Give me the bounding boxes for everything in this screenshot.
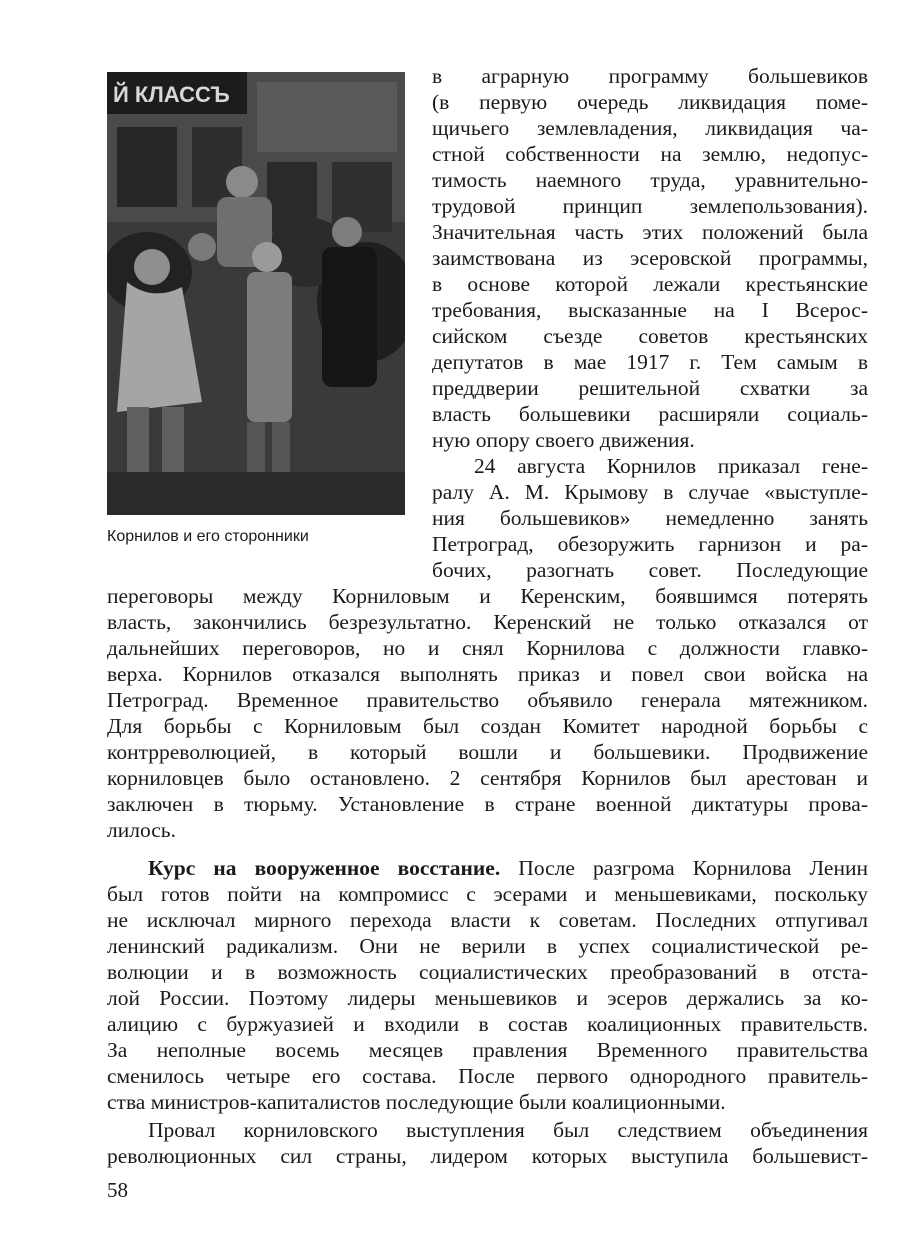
text-line: Петроград. Временное правительство объявило генерала мятежником. xyxy=(107,688,868,712)
text-line: революционных сил страны, лидером которых выступила большевист- xyxy=(107,1144,868,1168)
text-line: сийском съезде советов крестьянских xyxy=(432,324,868,348)
photo-sign-text: Й КЛАССЪ xyxy=(113,82,230,107)
text-line: не исключал мирного перехода власти к советам. Последних отпугивал xyxy=(107,908,868,932)
text-line: щичьего землевладения, ликвидация ча- xyxy=(432,116,868,140)
text-line: власть большевики расширяли социаль- xyxy=(432,402,868,426)
text-line: ства министров-капиталистов последующие были коалиционными. xyxy=(107,1090,726,1114)
text-line: ленинский радикализм. Они не верили в успех социалистической ре- xyxy=(107,934,868,958)
text-line: ния большевиков» немедленно занять xyxy=(432,506,868,530)
text-line: был готов пойти на компромисс с эсерами и меньшевиками, поскольку xyxy=(107,882,868,906)
kornilov-photo xyxy=(107,72,405,515)
text-line: алицию с буржуазией и входили в состав коалиционных правительств. xyxy=(107,1012,868,1036)
text-line: 24 августа Корнилов приказал гене- xyxy=(474,454,868,478)
text-line: Для борьбы с Корниловым был создан Комитет народной борьбы с xyxy=(107,714,868,738)
text-line: тимость наемного труда, уравнительно- xyxy=(432,168,868,192)
text-line: преддверии решительной схватки за xyxy=(432,376,868,400)
text-line: стной собственности на землю, недопус- xyxy=(432,142,868,166)
text-line: в аграрную программу большевиков xyxy=(432,64,868,88)
page-number: 58 xyxy=(107,1178,128,1202)
text-line: бочих, разогнать совет. Последующие xyxy=(432,558,868,582)
text-line: дальнейших переговоров, но и снял Корнилова с должности главко- xyxy=(107,636,868,660)
text-line: власть, закончились безрезультатно. Керенский не только отказался от xyxy=(107,610,868,634)
text-line: За неполные восемь месяцев правления Временного правительства xyxy=(107,1038,868,1062)
text-line: Значительная часть этих положений была xyxy=(432,220,868,244)
text-line: депутатов в мае 1917 г. Тем самым в xyxy=(432,350,868,374)
text-line: переговоры между Корниловым и Керенским, боявшимся потерять xyxy=(107,584,868,608)
text-line: корниловцев было остановлено. 2 сентября Корнилов был арестован и xyxy=(107,766,868,790)
photo-caption: Корнилов и его сторонники xyxy=(107,528,309,545)
text-line: заключен в тюрьму. Установление в стране военной диктатуры прова- xyxy=(107,792,868,816)
text-line: ралу А. М. Крымову в случае «выступле- xyxy=(432,480,868,504)
text-line: волюции и в возможность социалистических преобразований в отста- xyxy=(107,960,868,984)
text-line: лилось. xyxy=(107,818,176,842)
text-line: требования, высказанные на I Всерос- xyxy=(432,298,868,322)
text-line: Петроград, обезоружить гарнизон и ра- xyxy=(432,532,868,556)
historical-photo-icon xyxy=(107,72,405,515)
text-line: ную опору своего движения. xyxy=(432,428,695,452)
text-line: контрреволюцией, в который вошли и большевики. Продвижение xyxy=(107,740,868,764)
text-line: сменилось четыре его состава. После первого однородного правитель- xyxy=(107,1064,868,1088)
text-line: трудовой принцип землепользования). xyxy=(432,194,868,218)
section-heading: Курс на вооруженное восстание. xyxy=(148,856,501,880)
text-line: (в первую очередь ликвидация поме- xyxy=(432,90,868,114)
text-line: заимствована из эсеровской программы, xyxy=(432,246,868,270)
text-line: в основе которой лежали крестьянские xyxy=(432,272,868,296)
section-first-rest: После разгрома Корнилова Ленин xyxy=(500,856,868,880)
section-first-line xyxy=(148,856,868,881)
text-line: лой России. Поэтому лидеры меньшевиков и эсеров держались за ко- xyxy=(107,986,868,1010)
text-line: Провал корниловского выступления был следствием объединения xyxy=(148,1118,868,1142)
text-line: верха. Корнилов отказался выполнять приказ и повел свои войска на xyxy=(107,662,868,686)
